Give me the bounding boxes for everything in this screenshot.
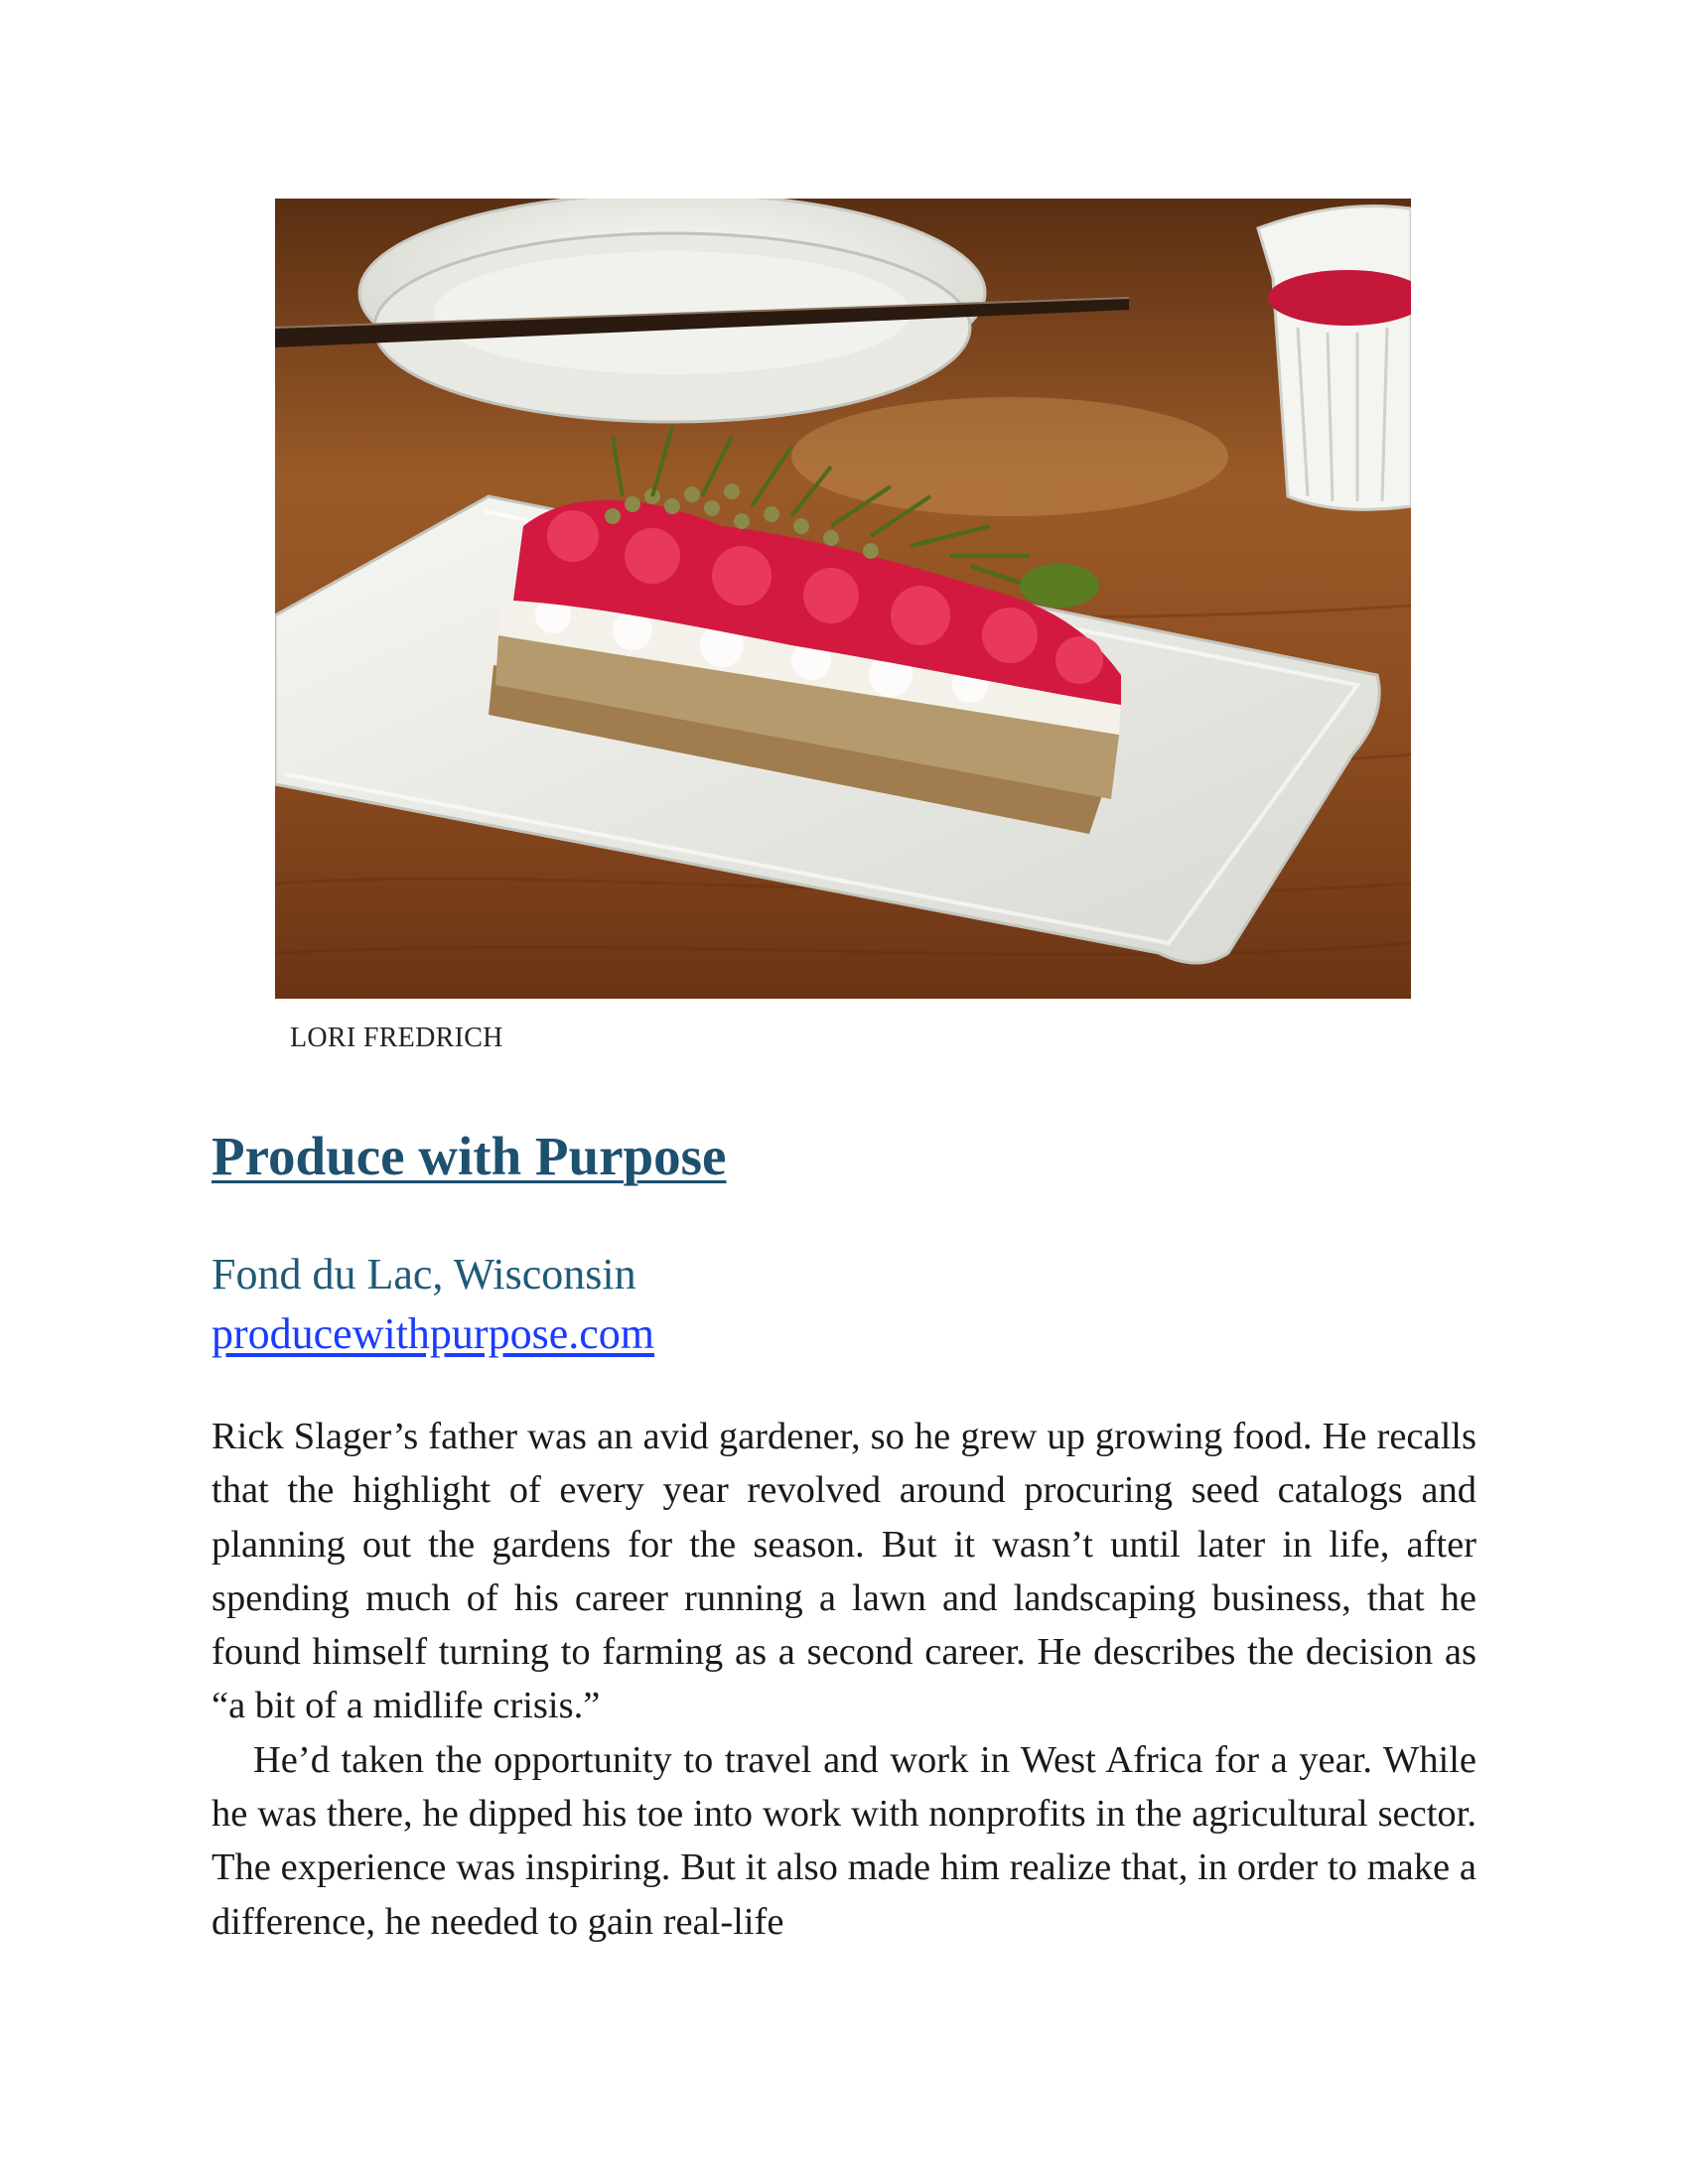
article-body [211,1410,1477,1949]
photo-credit: LORI FREDRICH [290,1023,503,1053]
location: Fond du Lac, Wisconsin [211,1250,636,1298]
plated-toast-photo-icon [275,199,1411,999]
article-title-link[interactable]: Produce with Purpose [211,1126,727,1186]
paragraph: He’d taken the opportunity to travel and work in West Africa for a year. While he was there, he dipped his toe into work with nonprofits in the agricultural sector. The experience was inspiring. But it also made him realize that, in order to make a difference, he needed to gain real-life [211,1738,1477,1943]
article-photo [275,199,1411,999]
website-link[interactable]: producewithpurpose.com [211,1309,654,1358]
paragraph: Rick Slager’s father was an avid gardener, so he grew up growing food. He recalls that the highlight of every year revolved around procuring seed catalogs and planning out the gardens for the season. But it wasn’t until later in life, after spending much of his career running a lawn and landscaping business, that he found himself turning to farming as a second career. He describes the decision as “a bit of a midlife crisis.” [211,1416,1477,1727]
